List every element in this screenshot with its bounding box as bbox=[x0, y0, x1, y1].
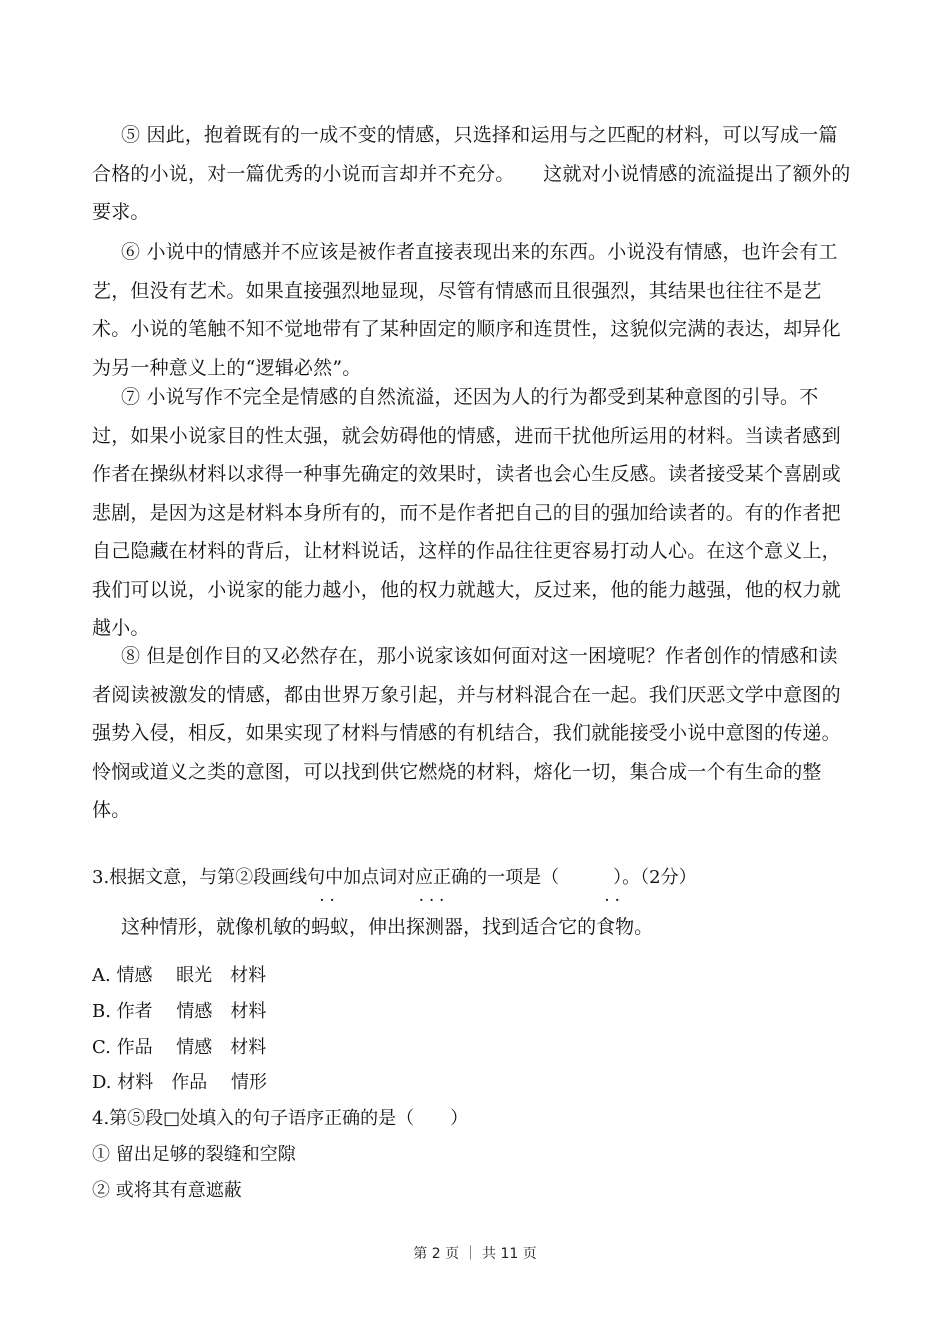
question-3-stem: 3.根据文意，与第②段画线句中加点词对应正确的一项是（ ）。（2分） bbox=[92, 867, 697, 888]
question-4-item-2: ② 或将其有意遮蔽 bbox=[92, 1180, 242, 1201]
page-footer: 第 2 页 ｜ 共 11 页 bbox=[413, 1246, 537, 1262]
option-c: C. 作品 情感 材料 bbox=[92, 1037, 267, 1058]
example-text: ，找到适合它的 bbox=[463, 916, 597, 938]
dotted-word-3: ·· 食物 bbox=[596, 893, 635, 938]
dotted-word-2: ··· 探测器 bbox=[406, 893, 464, 938]
paragraph-6: ⑥ 小说中的情感并不应该是被作者直接表现出来的东西。小说没有情感，也许会有工艺，但没有艺术。如果直接强烈地显现，尽管有情感而且很强烈，其结果也往往不是艺术。小说的笔触不知不觉地带有了某种固定的顺序和连贯性，这貌似完满的表达，却异化为另一种意义上的“逻辑必然”。 bbox=[92, 241, 841, 379]
question-4-item-1: ① 留出足够的裂缝和空隙 bbox=[92, 1144, 296, 1165]
option-b: B. 作者 情感 材料 bbox=[92, 1001, 267, 1022]
paragraph-8: ⑧ 但是创作目的又必然存在，那小说家该如何面对这一困境呢？作者创作的情感和读者阅读被激发的情感，都由世界万象引起，并与材料混合在一起。我们厌恶文学中意图的强势入侵，相反，如果实现了材料与情感的有机结合，我们就能接受小说中意图的传递。怜悯或道义之类的意图，可以找到供它燃烧的材料，熔化一切，集合成一个有生命的整体。 bbox=[92, 645, 841, 821]
dotted-word-1: ·· 蚂蚁 bbox=[311, 893, 350, 938]
example-text: 这种情形，就像机敏的 bbox=[121, 916, 312, 938]
question-3-example-sentence bbox=[121, 893, 841, 946]
option-d: D. 材料 作品 情形 bbox=[92, 1072, 267, 1093]
example-text: 。 bbox=[634, 916, 654, 938]
example-text: ，伸出 bbox=[349, 916, 407, 938]
paragraph-5: ⑤ 因此，抱着既有的一成不变的情感，只选择和运用与之匹配的材料，可以写成一篇合格的小说，对一篇优秀的小说而言却并不充分。 这就对小说情感的流溢提出了额外的要求。 bbox=[92, 124, 851, 223]
paragraph-7: ⑦ 小说写作不完全是情感的自然流溢，还因为人的行为都受到某种意图的引导。不过，如果小说家目的性太强，就会妨碍他的情感，进而干扰他所运用的材料。当读者感到作者在操纵材料以求得一种事先确定的效果时，读者也会心生反感。读者接受某个喜剧或悲剧，是因为这是材料本身所有的，而不是作者把自己的目的强加给读者的。有的作者把自己隐藏在材料的背后，让材料说话，这样的作品往往更容易打动人心。在这个意义上，我们可以说，小说家的能力越小，他的权力就越大，反过来，他的能力越强，他的权力就越小。 bbox=[92, 386, 841, 639]
option-a: A. 情感 眼光 材料 bbox=[92, 965, 267, 986]
question-4-stem: 4.第⑤段□处填入的句子语序正确的是（ ） bbox=[92, 1108, 469, 1129]
